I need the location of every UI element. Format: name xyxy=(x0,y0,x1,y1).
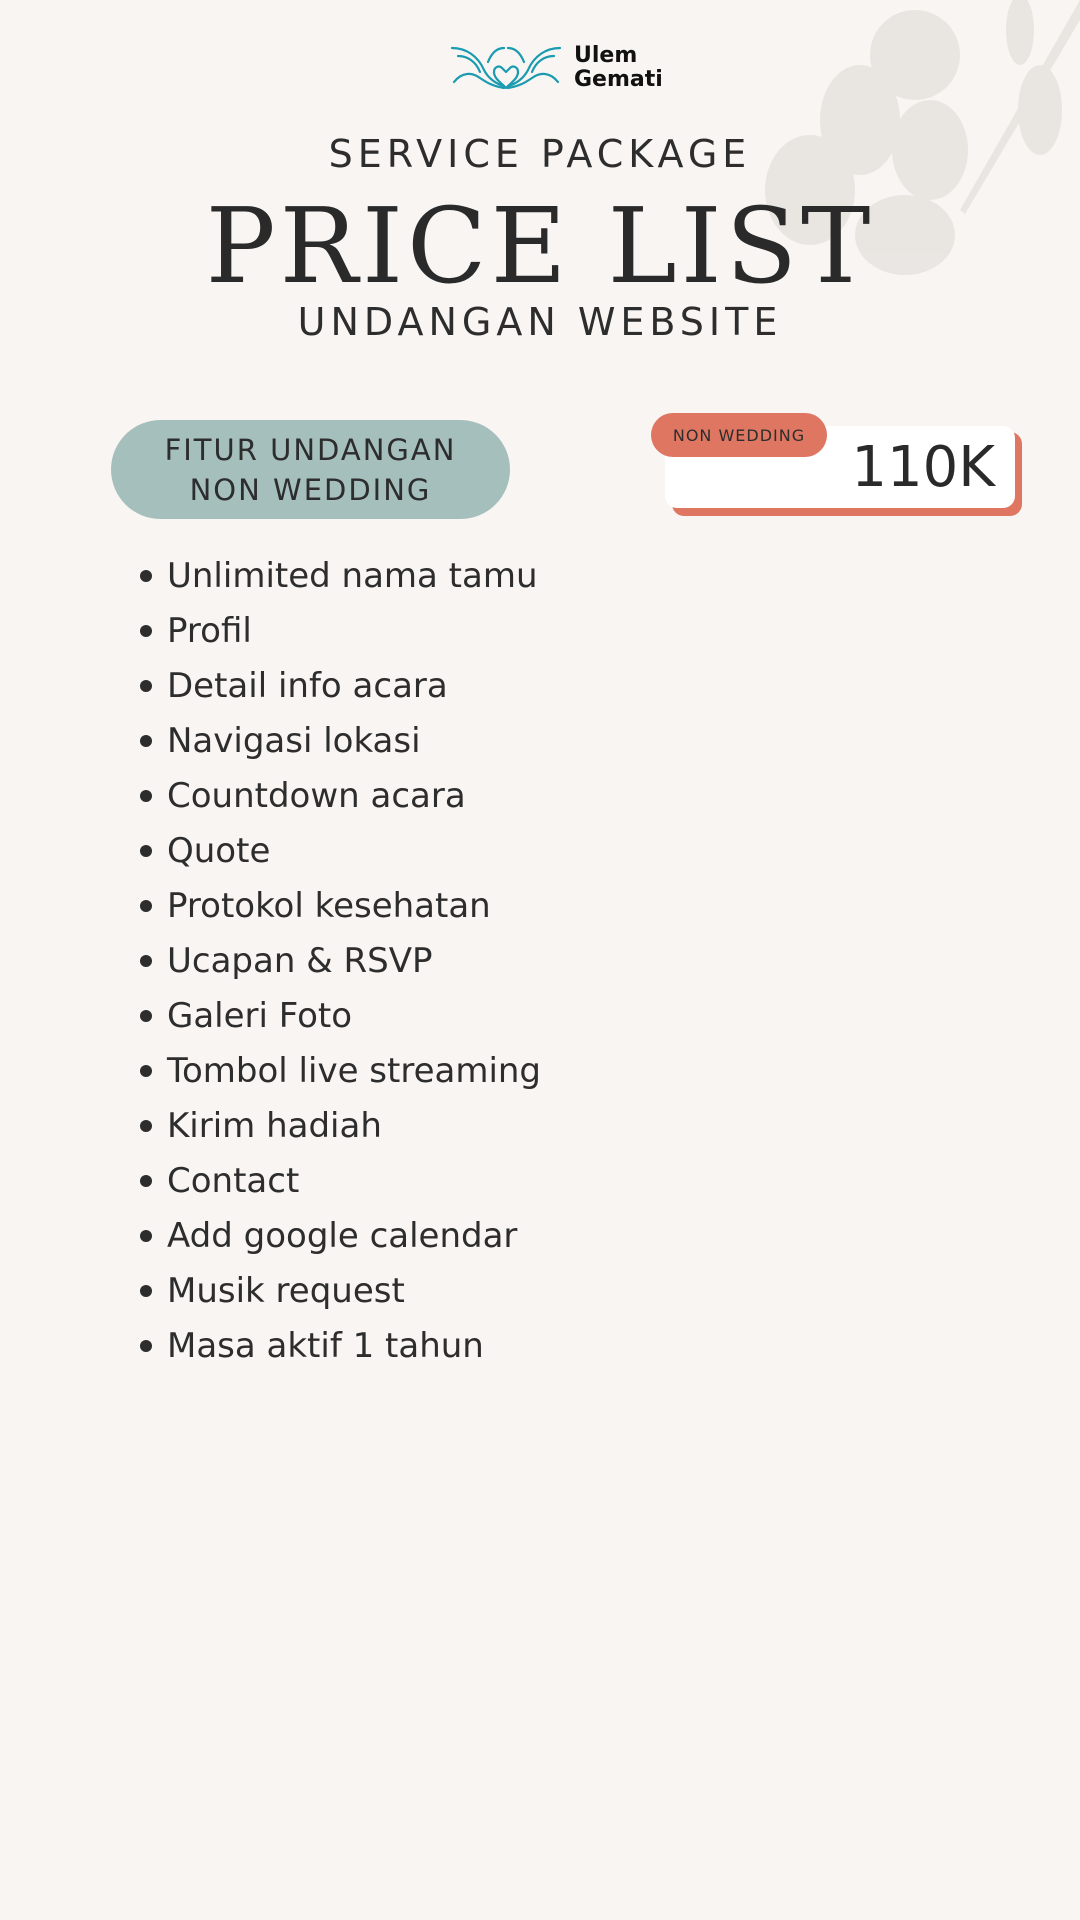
list-item xyxy=(140,1208,541,1263)
bullet-icon xyxy=(140,955,152,967)
feature-category-label xyxy=(111,420,510,519)
brand-name-line1: Ulem xyxy=(574,43,638,68)
list-item xyxy=(140,1098,541,1153)
doves-heart-icon xyxy=(448,42,564,94)
bullet-icon xyxy=(140,900,152,912)
price-value: 110K xyxy=(851,434,995,500)
list-item xyxy=(140,933,541,988)
list-item xyxy=(140,1153,541,1208)
feature-label-line2: NON WEDDING xyxy=(189,472,432,507)
bullet-icon xyxy=(140,735,152,747)
list-item xyxy=(140,1318,541,1373)
service-package-subtitle: SERVICE PACKAGE xyxy=(328,132,752,176)
bullet-icon xyxy=(140,570,152,582)
feature-text: Masa aktif 1 tahun xyxy=(167,1325,484,1366)
package-type-badge: NON WEDDING xyxy=(651,413,827,457)
feature-text: Profil xyxy=(167,610,252,651)
feature-text: Add google calendar xyxy=(167,1215,518,1256)
list-item xyxy=(140,988,541,1043)
bullet-icon xyxy=(140,790,152,802)
list-item xyxy=(140,878,541,933)
bullet-icon xyxy=(140,1010,152,1022)
bullet-icon xyxy=(140,1120,152,1132)
feature-text: Galeri Foto xyxy=(167,995,353,1036)
bullet-icon xyxy=(140,1175,152,1187)
page-title: PRICE LIST xyxy=(205,185,875,307)
feature-text: Tombol live streaming xyxy=(167,1050,542,1091)
bullet-icon xyxy=(140,1065,152,1077)
brand-name-line2: Gemati xyxy=(574,67,663,92)
feature-text: Unlimited nama tamu xyxy=(167,555,538,596)
list-item xyxy=(140,713,541,768)
feature-list xyxy=(140,548,541,1373)
list-item xyxy=(140,603,541,658)
list-item xyxy=(140,1043,541,1098)
brand-logo xyxy=(448,42,668,94)
list-item xyxy=(140,823,541,878)
brand-name xyxy=(574,44,663,92)
list-item xyxy=(140,1263,541,1318)
feature-text: Protokol kesehatan xyxy=(167,885,491,926)
bullet-icon xyxy=(140,1230,152,1242)
bullet-icon xyxy=(140,680,152,692)
undangan-website-subtitle: UNDANGAN WEBSITE xyxy=(297,300,783,344)
list-item xyxy=(140,768,541,823)
bullet-icon xyxy=(140,625,152,637)
feature-text: Contact xyxy=(167,1160,300,1201)
list-item xyxy=(140,658,541,713)
bullet-icon xyxy=(140,1285,152,1297)
feature-text: Musik request xyxy=(167,1270,405,1311)
feature-text: Countdown acara xyxy=(167,775,466,816)
bullet-icon xyxy=(140,845,152,857)
list-item xyxy=(140,548,541,603)
feature-text: Detail info acara xyxy=(167,665,448,706)
feature-text: Kirim hadiah xyxy=(167,1105,382,1146)
bullet-icon xyxy=(140,1340,152,1352)
feature-text: Ucapan & RSVP xyxy=(167,940,433,981)
feature-text: Navigasi lokasi xyxy=(167,720,421,761)
feature-text: Quote xyxy=(167,830,271,871)
feature-label-line1: FITUR UNDANGAN xyxy=(164,432,457,467)
